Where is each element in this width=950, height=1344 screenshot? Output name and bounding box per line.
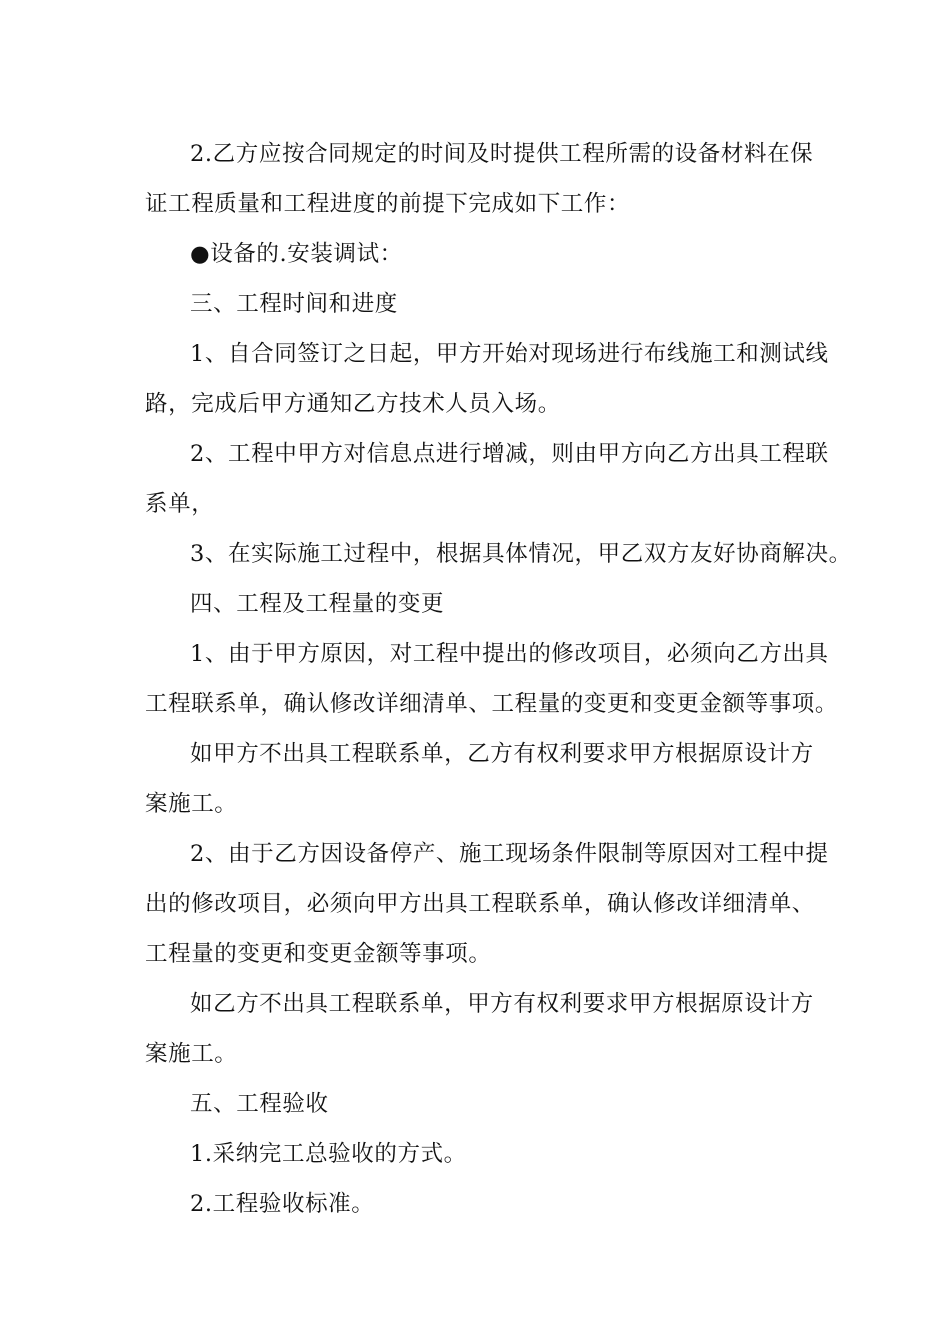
section-heading: 四、工程及工程量的变更	[190, 591, 445, 617]
paragraph-line: 证工程质量和工程进度的前提下完成如下工作：	[145, 191, 631, 217]
paragraph-line: 案施工。	[145, 791, 238, 817]
section-heading: 三、工程时间和进度	[190, 291, 398, 317]
paragraph-line: 1、由于甲方原因，对工程中提出的修改项目，必须向乙方出具	[190, 641, 829, 667]
paragraph-line: 如乙方不出具工程联系单，甲方有权利要求甲方根据原设计方	[190, 991, 814, 1017]
paragraph-line: 工程量的变更和变更金额等事项。	[145, 941, 492, 967]
section-heading: 五、工程验收	[190, 1091, 329, 1117]
paragraph-line: 2.乙方应按合同规定的时间及时提供工程所需的设备材料在保	[190, 141, 814, 167]
paragraph-line: 2.工程验收标准。	[190, 1191, 375, 1217]
paragraph-line: 路，完成后甲方通知乙方技术人员入场。	[145, 391, 561, 417]
paragraph-line: 1.采纳完工总验收的方式。	[190, 1141, 467, 1167]
paragraph-line: 系单，	[145, 491, 215, 517]
bullet-line: ●设备的.安装调试：	[190, 241, 403, 267]
paragraph-line: 3、在实际施工过程中，根据具体情况，甲乙双方友好协商解决。	[190, 541, 852, 567]
paragraph-line: 2、由于乙方因设备停产、施工现场条件限制等原因对工程中提	[190, 841, 829, 867]
paragraph-line: 如甲方不出具工程联系单，乙方有权利要求甲方根据原设计方	[190, 741, 814, 767]
paragraph-line: 出的修改项目，必须向甲方出具工程联系单，确认修改详细清单、	[145, 891, 815, 917]
paragraph-line: 2、工程中甲方对信息点进行增减，则由甲方向乙方出具工程联	[190, 441, 829, 467]
paragraph-line: 1、自合同签订之日起，甲方开始对现场进行布线施工和测试线	[190, 341, 829, 367]
paragraph-line: 工程联系单，确认修改详细清单、工程量的变更和变更金额等事项。	[145, 691, 839, 717]
paragraph-line: 案施工。	[145, 1041, 238, 1067]
